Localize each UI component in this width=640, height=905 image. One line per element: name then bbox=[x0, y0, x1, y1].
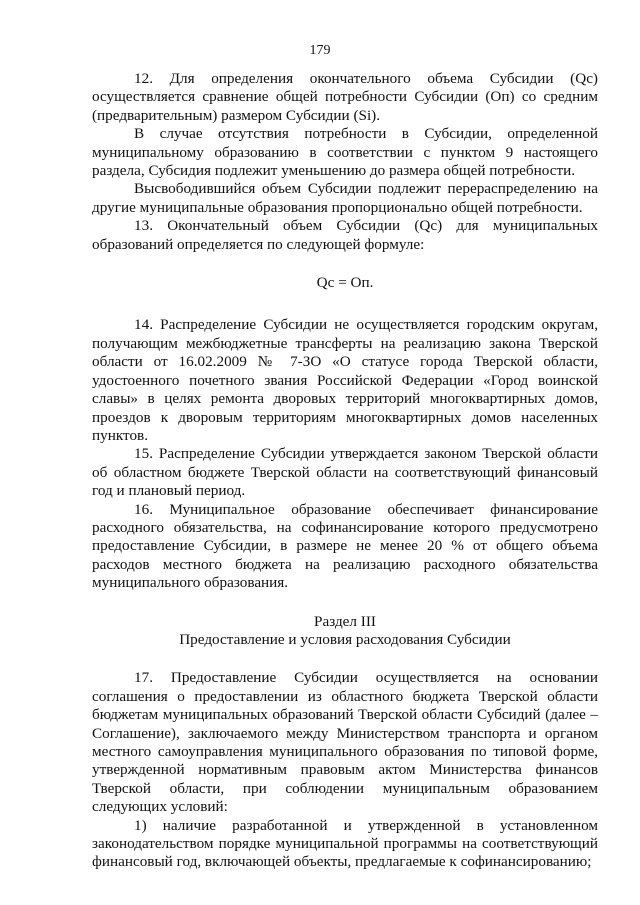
paragraph-15: 15. Распределение Субсидии утверждается законом Тверской области об областном бюджете Тверской области на соответствующий финансовый год и плановый период. bbox=[92, 445, 598, 500]
paragraph-14: 14. Распределение Субсидии не осуществляется городским округам, получающим межбюджетные трансферты на реализацию закона Тверской области от 16.02.2009 № 7-ЗО «О статусе города Тверской области, удостоенного почетного звания Российской Федерации «Город воинской славы» в целях ремонта дворовых территорий многоквартирных домов, проездов к дворовым территориям многоквартирных домов населенных пунктов. bbox=[92, 316, 598, 444]
paragraph-12: 12. Для определения окончательного объема Субсидии (Qc) осуществляется сравнение общей потребности Субсидии (Оп) со средним (предварительным) размером Субсидии (Si). bbox=[92, 70, 598, 124]
paragraph-17-item-1: 1) наличие разработанной и утвержденной в установленном законодательством порядке муниципальной программы на соответствующий финансовый год, включающей объекты, предлагаемые к софинансированию; bbox=[92, 816, 598, 871]
paragraph-16: 16. Муниципальное образование обеспечивает финансирование расходного обязательства, на софинансирование которого предусмотрено предоставление Субсидии, в размере не менее 20 % от общего объема расходов местного бюджета на реализацию расходного обязательства муниципального образования. bbox=[92, 500, 598, 592]
section-number: Раздел III bbox=[314, 612, 376, 630]
formula: Qc = Оп. bbox=[316, 274, 374, 292]
paragraph-13: 13. Окончательный объем Субсидии (Qc) для муниципальных образований определяется по следующей формуле: bbox=[92, 217, 598, 253]
page-number: 179 bbox=[309, 43, 331, 58]
paragraph-12-redistribution: Высвободившийся объем Субсидии подлежит перераспределению на другие муниципальные образования пропорционально общей потребности. bbox=[92, 180, 598, 216]
paragraph-17: 17. Предоставление Субсидии осуществляется на основании соглашения о предоставлении из областного бюджета Тверской области бюджетам муниципальных образований Тверской области Субсидий (далее – Соглашение), заключаемого между Министерством транспорта и органом местного самоуправления муниципального образования по типовой форме, утвержденной нормативным правовым актом Министерства финансов Тверской области, при соблюдении муниципальным образованием следующих условий: bbox=[92, 669, 598, 816]
paragraph-12-no-need: В случае отсутствия потребности в Субсидии, определенной муниципальному образованию в соответствии с пунктом 9 настоящего раздела, Субсидия подлежит уменьшению до размера общей потребности. bbox=[92, 125, 598, 180]
section-title: Предоставление и условия расходования Субсидии bbox=[179, 630, 511, 648]
document-body bbox=[92, 70, 598, 872]
